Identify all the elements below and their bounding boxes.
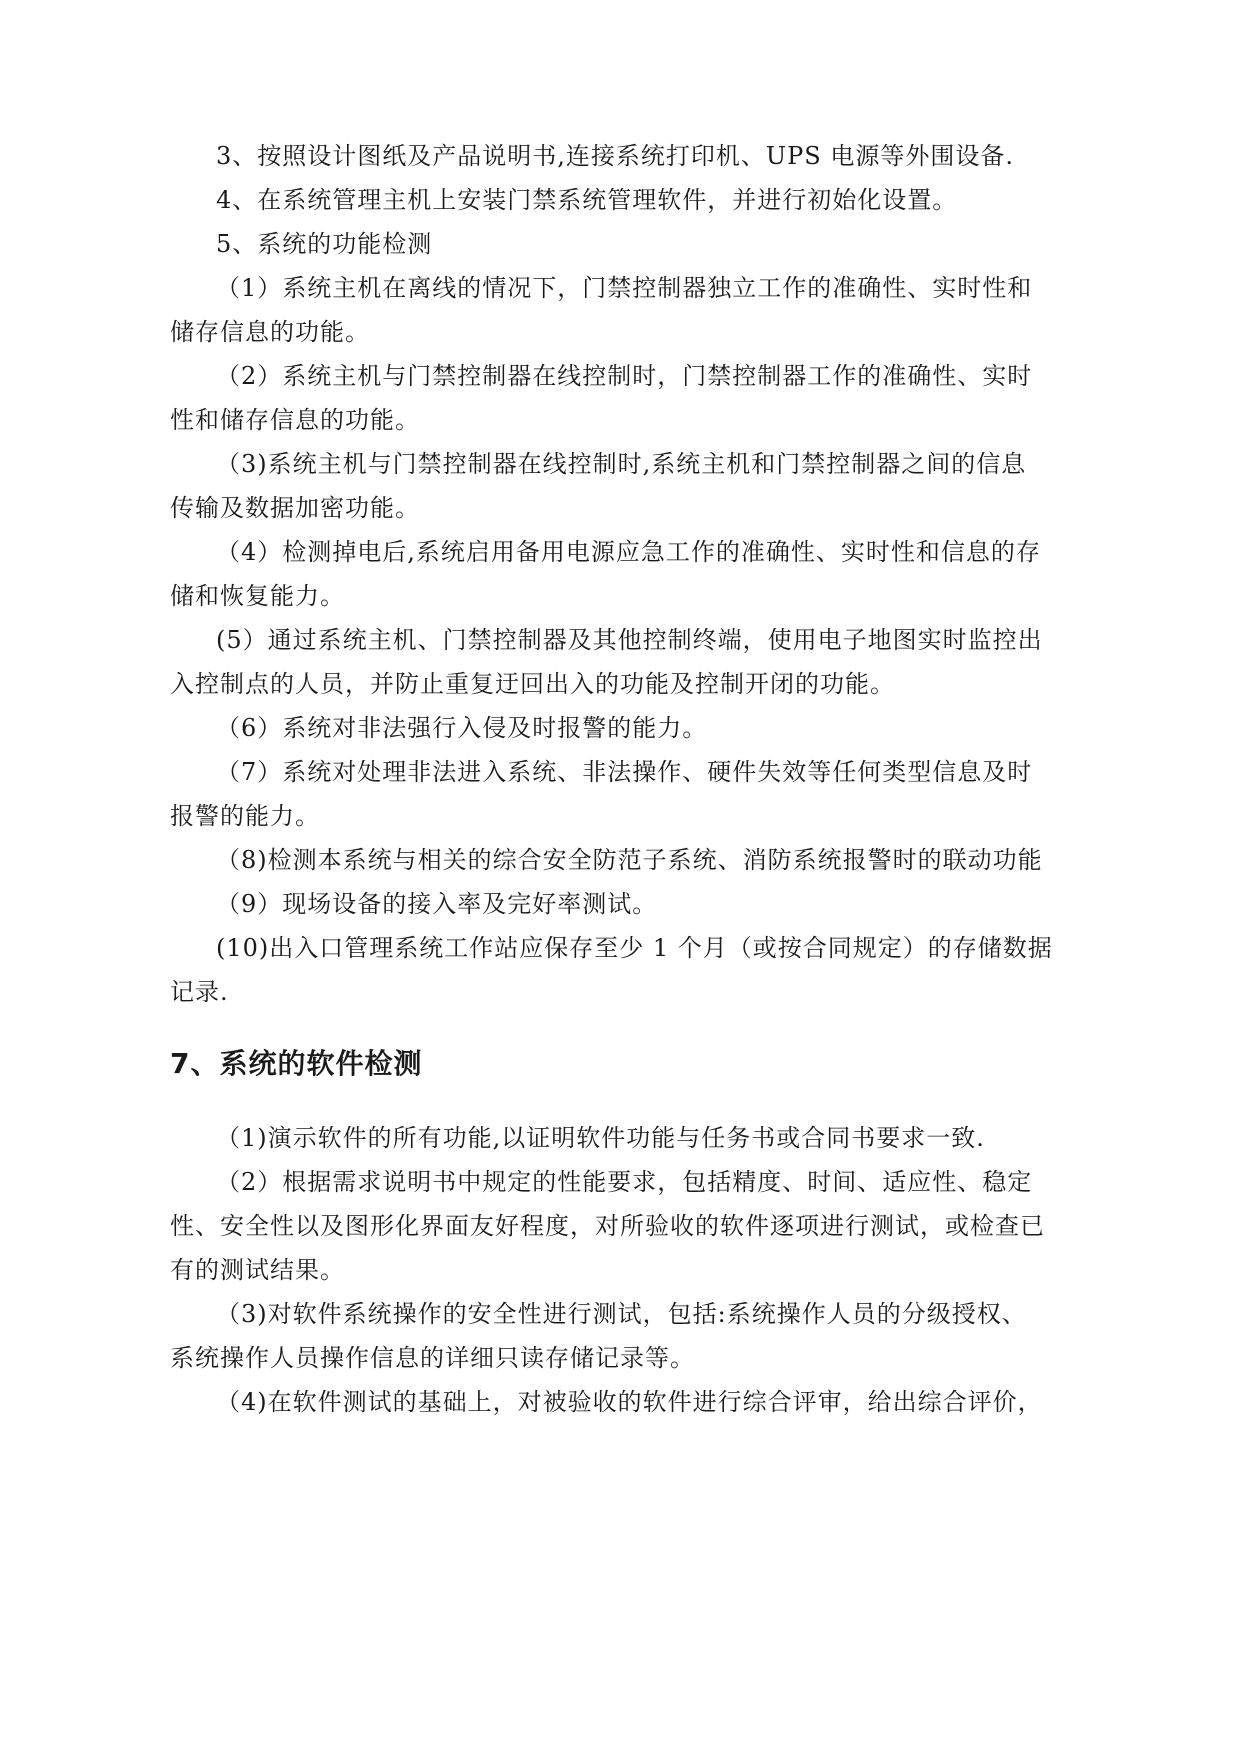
software-check-1: （1)演示软件的所有功能,以证明软件功能与任务书或合同书要求一致. xyxy=(216,1124,985,1152)
section-7-heading: 7、系统的软件检测 xyxy=(170,1047,423,1080)
check-2-line-2: 性和储存信息的功能。 xyxy=(170,406,420,434)
software-check-2-line-1: （2）根据需求说明书中规定的性能要求，包括精度、时间、适应性、稳定 xyxy=(216,1168,1033,1196)
item-5-text: 5、系统的功能检测 xyxy=(216,230,433,258)
check-5-line-1: (5）通过系统主机、门禁控制器及其他控制终端，使用电子地图实时监控出 xyxy=(216,626,1043,654)
check-10-line-2: 记录. xyxy=(170,978,229,1006)
check-7-line-1: （7）系统对处理非法进入系统、非法操作、硬件失效等任何类型信息及时 xyxy=(216,758,1033,786)
check-1-line-1: （1）系统主机在离线的情况下，门禁控制器独立工作的准确性、实时性和 xyxy=(216,274,1033,302)
check-4-line-2: 储和恢复能力。 xyxy=(170,582,345,610)
check-7-line-2: 报警的能力。 xyxy=(170,802,320,830)
check-10-line-1: (10)出入口管理系统工作站应保存至少 1 个月（或按合同规定）的存储数据 xyxy=(216,934,1053,962)
check-8-text: （8)检测本系统与相关的综合安全防范子系统、消防系统报警时的联动功能 xyxy=(216,846,1043,874)
check-6-text: （6）系统对非法强行入侵及时报警的能力。 xyxy=(216,714,708,742)
item-3-text: 3、按照设计图纸及产品说明书,连接系统打印机、UPS 电源等外围设备. xyxy=(216,142,1014,170)
software-check-3-line-2: 系统操作人员操作信息的详细只读存储记录等。 xyxy=(170,1344,695,1372)
check-9-text: （9）现场设备的接入率及完好率测试。 xyxy=(216,890,658,918)
check-1-line-2: 储存信息的功能。 xyxy=(170,318,370,346)
check-3-line-2: 传输及数据加密功能。 xyxy=(170,494,420,522)
check-4-line-1: （4）检测掉电后,系统启用备用电源应急工作的准确性、实时性和信息的存 xyxy=(216,538,1041,566)
software-check-3-line-1: （3)对软件系统操作的安全性进行测试，包括:系统操作人员的分级授权、 xyxy=(216,1300,1027,1328)
check-3-line-1: （3)系统主机与门禁控制器在线控制时,系统主机和门禁控制器之间的信息 xyxy=(216,450,1027,478)
software-check-4-line-1: （4)在软件测试的基础上，对被验收的软件进行综合评审，给出综合评价， xyxy=(216,1388,1043,1416)
check-5-line-2: 入控制点的人员，并防止重复迂回出入的功能及控制开闭的功能。 xyxy=(170,670,895,698)
item-4-text: 4、在系统管理主机上安装门禁系统管理软件，并进行初始化设置。 xyxy=(216,186,958,214)
software-check-2-line-2: 性、安全性以及图形化界面友好程度，对所验收的软件逐项进行测试，或检查已 xyxy=(170,1212,1045,1240)
check-2-line-1: （2）系统主机与门禁控制器在线控制时，门禁控制器工作的准确性、实时 xyxy=(216,362,1033,390)
software-check-2-line-3: 有的测试结果。 xyxy=(170,1256,345,1284)
